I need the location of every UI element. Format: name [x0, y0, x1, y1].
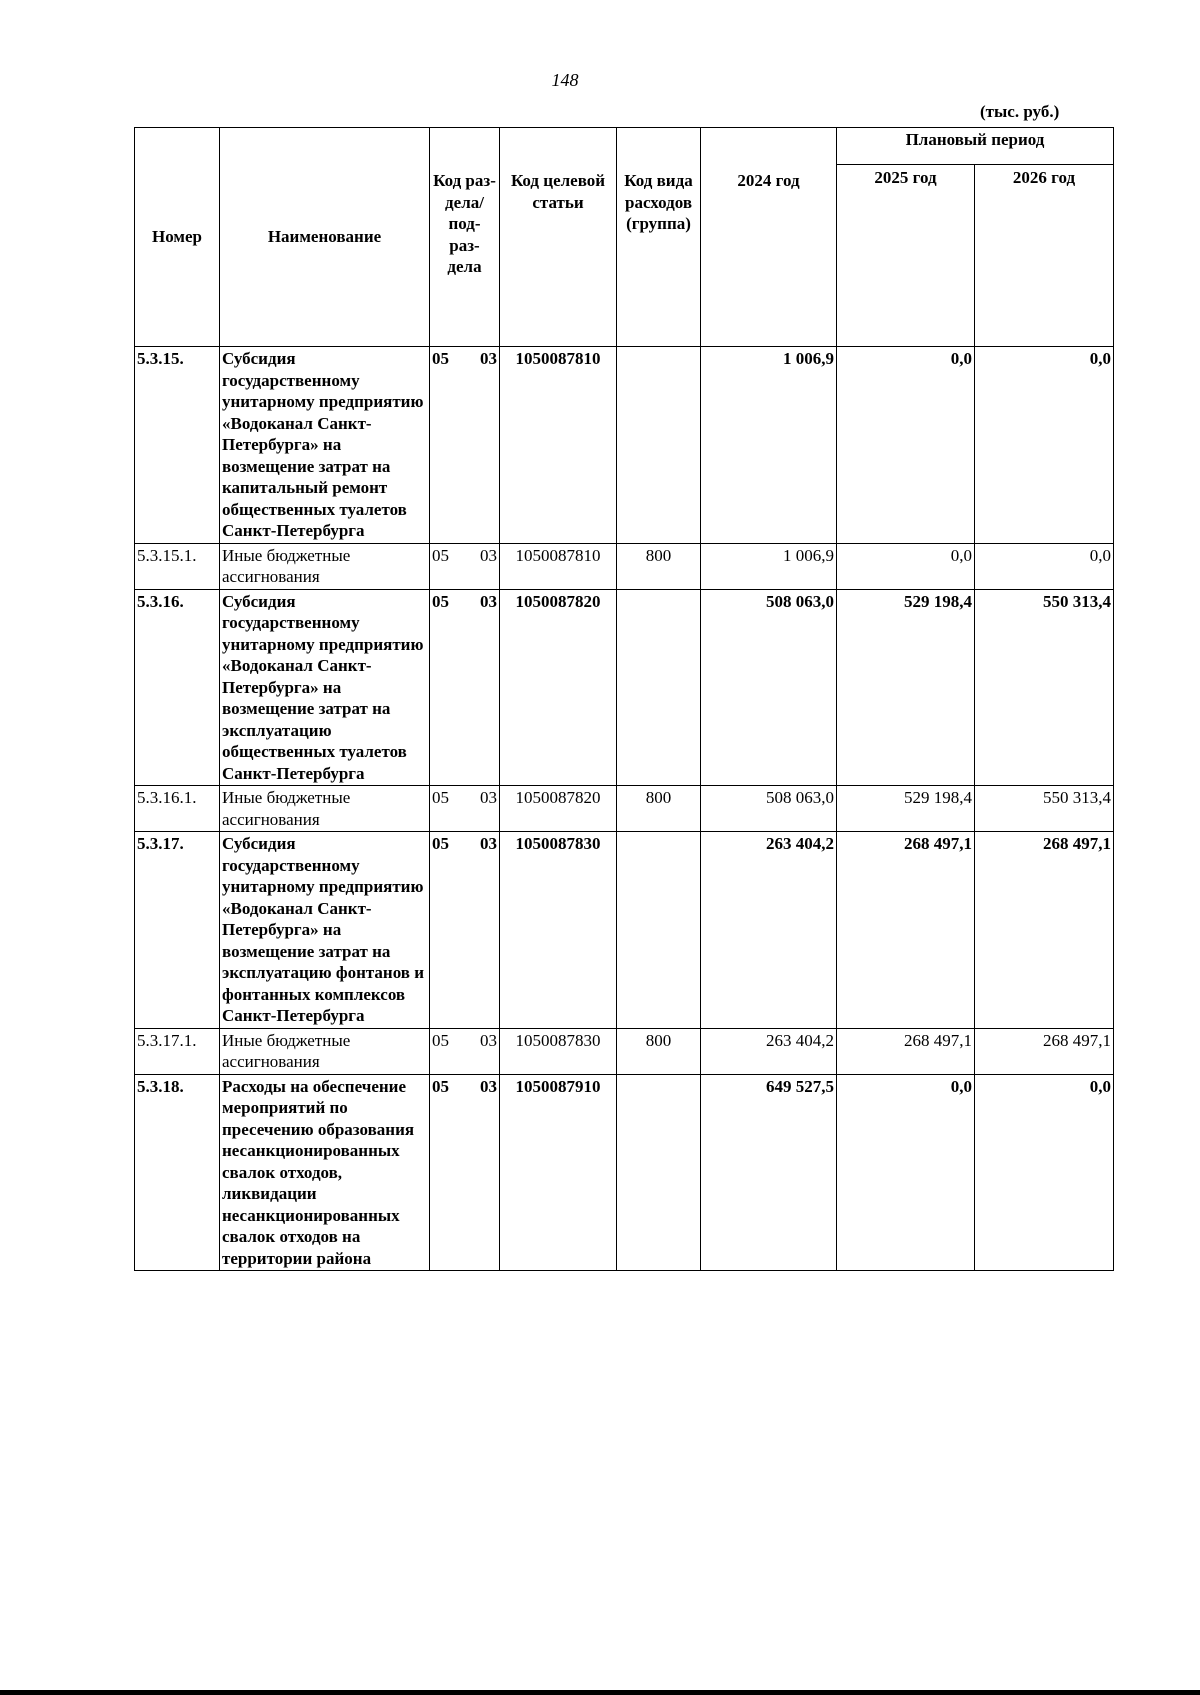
row-2024: 1 006,9	[701, 543, 837, 589]
header-2024: 2024 год	[701, 128, 837, 347]
row-name: Иные бюджетные ассигнования	[220, 1028, 430, 1074]
table-row	[135, 1074, 1114, 1271]
row-subsection: 03	[480, 545, 497, 565]
row-section: 05	[432, 834, 449, 853]
row-2026: 0,0	[975, 1074, 1114, 1271]
row-subsection: 03	[480, 788, 497, 807]
row-2025: 0,0	[837, 1074, 975, 1271]
row-2026: 0,0	[975, 347, 1114, 544]
table-row	[135, 1028, 1114, 1074]
row-2025: 529 198,4	[837, 786, 975, 832]
row-2024: 508 063,0	[701, 786, 837, 832]
row-2026: 268 497,1	[975, 1028, 1114, 1074]
row-2026: 550 313,4	[975, 786, 1114, 832]
table-body	[135, 347, 1114, 1271]
table-row	[135, 832, 1114, 1029]
row-2025: 268 497,1	[837, 1028, 975, 1074]
row-2024: 263 404,2	[701, 1028, 837, 1074]
row-target-code: 1050087830	[500, 832, 617, 1029]
row-number: 5.3.18.	[135, 1074, 220, 1271]
row-2026: 0,0	[975, 543, 1114, 589]
row-2024: 508 063,0	[701, 589, 837, 786]
row-expense-type: 800	[617, 543, 701, 589]
row-section: 05	[432, 1076, 449, 1096]
row-subsection: 03	[480, 834, 497, 853]
row-section: 05	[432, 1030, 449, 1050]
row-2024: 263 404,2	[701, 832, 837, 1029]
row-section: 05	[432, 788, 449, 807]
row-2024: 649 527,5	[701, 1074, 837, 1271]
table-row	[135, 589, 1114, 786]
table-row	[135, 543, 1114, 589]
row-subsection: 03	[480, 591, 497, 611]
row-number: 5.3.17.	[135, 832, 220, 1029]
row-target-code: 1050087820	[500, 589, 617, 786]
budget-table	[134, 127, 1114, 1271]
row-expense-type	[617, 347, 701, 544]
scan-bottom-edge	[0, 1690, 1200, 1695]
row-2025: 268 497,1	[837, 832, 975, 1029]
row-target-code: 1050087810	[500, 543, 617, 589]
row-name: Субсидия государственному унитарному предприятию «Водоканал Санкт-Петербурга» на возмещение затрат на эксплуатацию общественных туалетов Санкт-Петербурга	[220, 589, 430, 786]
row-expense-type: 800	[617, 786, 701, 832]
row-name: Субсидия государственному унитарному предприятию «Водоканал Санкт-Петербурга» на возмещение затрат на капитальный ремонт общественных туалетов Санкт-Петербурга	[220, 347, 430, 544]
row-number: 5.3.16.1.	[135, 786, 220, 832]
table-row	[135, 786, 1114, 832]
row-name: Субсидия государственному унитарному предприятию «Водоканал Санкт-Петербурга» на возмещение затрат на эксплуатацию фонтанов и фонтанных комплексов Санкт-Петербурга	[220, 832, 430, 1029]
units-label: (тыс. руб.)	[980, 102, 1060, 121]
row-2025: 529 198,4	[837, 589, 975, 786]
page-number: 148	[551, 70, 579, 90]
row-section-code	[430, 543, 500, 589]
header-section-code	[430, 128, 500, 347]
row-name: Иные бюджетные ассигнования	[220, 543, 430, 589]
row-expense-type	[617, 589, 701, 786]
header-2025: 2025 год	[837, 165, 975, 347]
header-target-code: Код целевой статьи	[500, 128, 617, 347]
row-2025: 0,0	[837, 543, 975, 589]
row-section-code	[430, 347, 500, 544]
row-target-code: 1050087910	[500, 1074, 617, 1271]
header-section-code-text: Код раз- дела/ под- раз- дела	[433, 171, 496, 276]
row-section: 05	[432, 591, 449, 611]
row-name: Расходы на обеспечение мероприятий по пресечению образования несанкционированных свалок отходов, ликвидации несанкционированных свалок отходов на территории района	[220, 1074, 430, 1271]
header-row-1	[135, 128, 1114, 165]
header-number: Номер	[135, 128, 220, 347]
row-subsection: 03	[480, 349, 497, 368]
row-2026: 550 313,4	[975, 589, 1114, 786]
row-expense-type	[617, 1074, 701, 1271]
row-target-code: 1050087810	[500, 347, 617, 544]
row-subsection: 03	[480, 1076, 497, 1096]
row-section: 05	[432, 545, 449, 565]
row-section-code	[430, 1028, 500, 1074]
row-section-code	[430, 832, 500, 1029]
row-section-code	[430, 786, 500, 832]
row-target-code: 1050087820	[500, 786, 617, 832]
header-name: Наименование	[220, 128, 430, 347]
row-subsection: 03	[480, 1030, 497, 1050]
header-expense-type: Код вида расходов (группа)	[617, 128, 701, 347]
row-expense-type	[617, 832, 701, 1029]
row-number: 5.3.17.1.	[135, 1028, 220, 1074]
header-2026: 2026 год	[975, 165, 1114, 347]
row-2026: 268 497,1	[975, 832, 1114, 1029]
header-planned-period: Плановый период	[837, 128, 1114, 165]
table-row	[135, 347, 1114, 544]
row-name: Иные бюджетные ассигнования	[220, 786, 430, 832]
row-number: 5.3.15.1.	[135, 543, 220, 589]
row-section-code	[430, 589, 500, 786]
row-section-code	[430, 1074, 500, 1271]
row-expense-type: 800	[617, 1028, 701, 1074]
row-2025: 0,0	[837, 347, 975, 544]
row-target-code: 1050087830	[500, 1028, 617, 1074]
row-2024: 1 006,9	[701, 347, 837, 544]
row-number: 5.3.16.	[135, 589, 220, 786]
row-number: 5.3.15.	[135, 347, 220, 544]
row-section: 05	[432, 349, 449, 368]
